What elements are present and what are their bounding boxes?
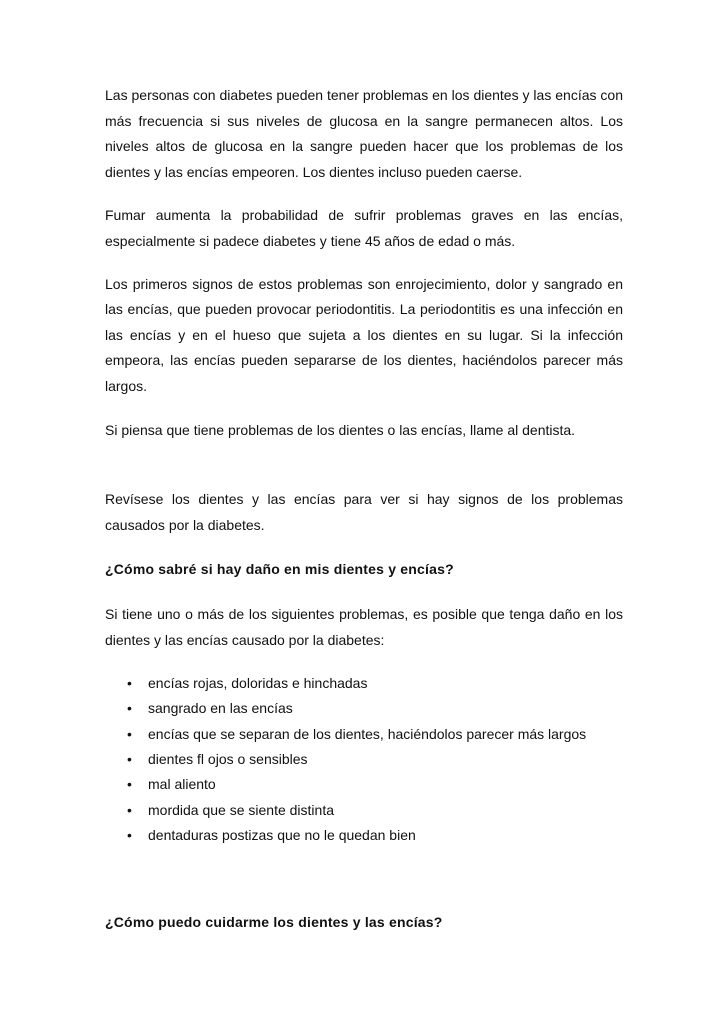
- list-item: [105, 798, 623, 823]
- bullet-icon: •: [127, 801, 132, 818]
- paragraph-diabetes-dental-problems: Las personas con diabetes pueden tener problemas en los dientes y las encías con más frecuencia si sus niveles de glucosa en la sangre permanecen altos. Los niveles altos de glucosa en la sangre pueden hacer que los problemas de los dientes y las encías empeoren. Los dientes incluso pueden caerse.: [105, 87, 623, 180]
- list-item-text: encías rojas, doloridas e hinchadas: [148, 675, 368, 692]
- paragraph-smoking-risk: Fumar aumenta la probabilidad de sufrir problemas graves en las encías, especialmente si padece diabetes y tiene 45 años de edad o más.: [105, 207, 623, 249]
- list-item: [105, 772, 623, 797]
- paragraph-call-dentist: Si piensa que tiene problemas de los dientes o las encías, llame al dentista.: [105, 421, 576, 438]
- paragraph-list-intro: Si tiene uno o más de los siguientes problemas, es posible que tenga daño en los dientes y las encías causado por la diabetes:: [105, 605, 623, 648]
- list-item: [105, 722, 623, 747]
- heading-how-will-i-know: ¿Cómo sabré si hay daño en mis dientes y encías?: [105, 561, 454, 578]
- list-item-text: encías que se separan de los dientes, haciéndolos parecer más largos: [148, 725, 587, 742]
- bullet-icon: •: [127, 675, 132, 692]
- bullet-icon: •: [127, 776, 132, 793]
- paragraph-early-signs: Los primeros signos de estos problemas son enrojecimiento, dolor y sangrado en las encías, que pueden provocar periodontitis. La periodontitis es una infección en las encías y en el hueso que sujeta a los dientes en su lugar. Si la infección empeora, las encías pueden separarse de los dientes, haciéndolos parecer más largos.: [105, 275, 623, 394]
- bullet-icon: •: [127, 750, 132, 767]
- list-item-text: sangrado en las encías: [148, 700, 293, 717]
- list-item: [105, 671, 623, 696]
- list-item-text: mordida que se siente distinta: [148, 801, 334, 818]
- paragraph-check-teeth: Revísese los dientes y las encías para ver si hay signos de los problemas causados por la diabetes.: [105, 491, 623, 533]
- symptom-list: [105, 671, 623, 848]
- list-item-text: mal aliento: [148, 776, 216, 793]
- bullet-icon: •: [127, 700, 132, 717]
- list-item-text: dientes fl ojos o sensibles: [148, 750, 308, 767]
- bullet-icon: •: [127, 826, 132, 843]
- heading-how-to-care: ¿Cómo puedo cuidarme los dientes y las encías?: [105, 914, 443, 931]
- document-body: [105, 83, 623, 936]
- list-item: [105, 747, 623, 772]
- list-item-text: dentaduras postizas que no le quedan bien: [148, 826, 416, 843]
- list-item: [105, 696, 623, 721]
- list-item: [105, 823, 623, 848]
- bullet-icon: •: [127, 725, 132, 742]
